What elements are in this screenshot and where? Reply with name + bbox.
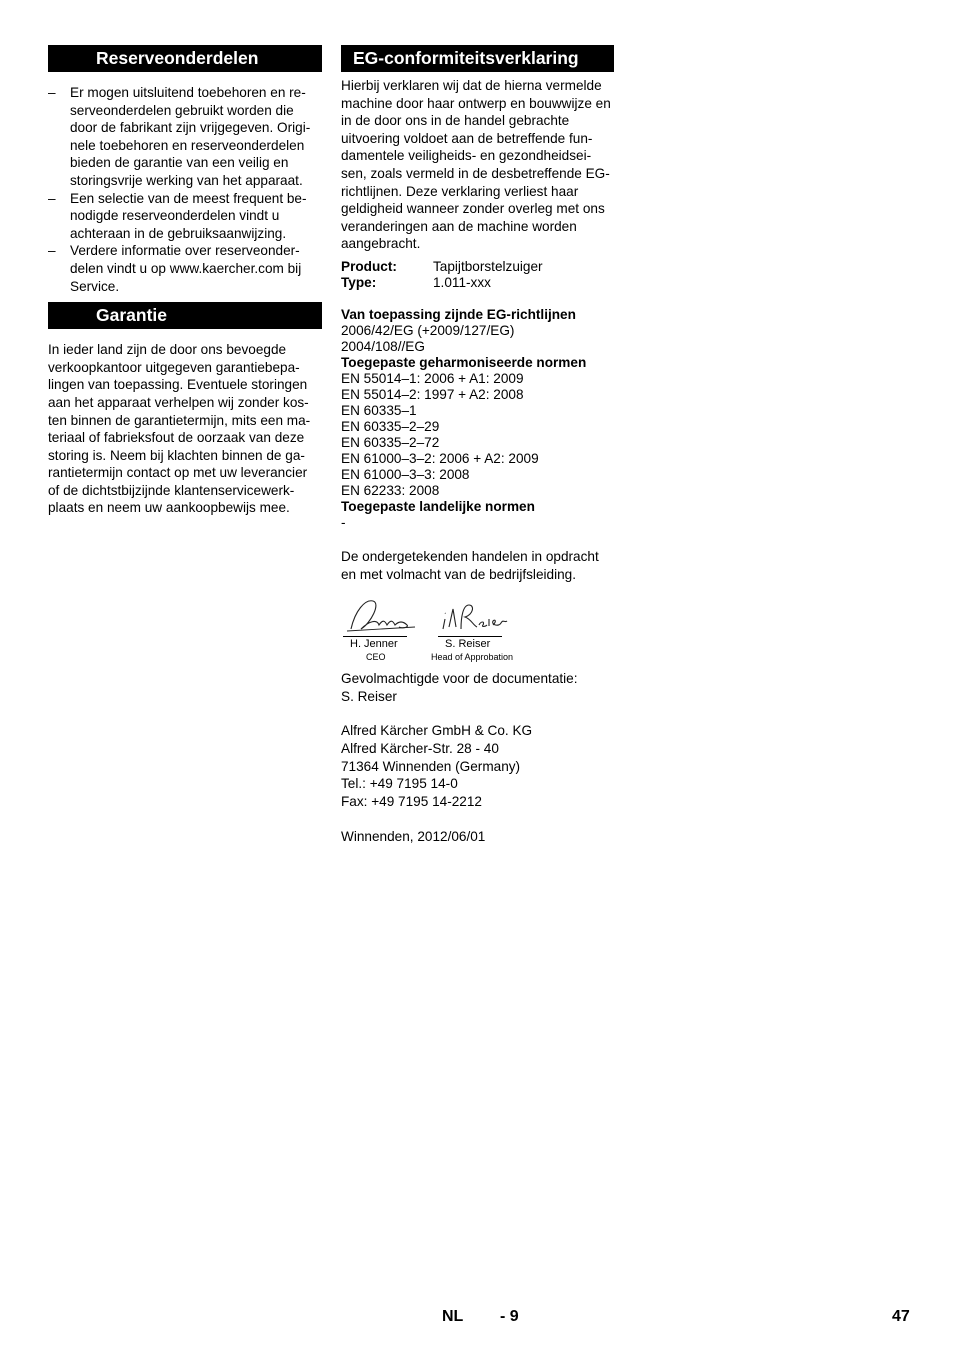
standard-item: EN 55014–2: 1997 + A2: 2008 <box>341 386 524 402</box>
company-address <box>341 722 614 810</box>
signer1-role: CEO <box>366 652 386 663</box>
declaration-intro: Hierbij verklaren wij dat de hierna vermelde machine door haar ontwerp en bouwwijze en in de door ons in de handel gebrachte uitvoering voldoet aan de betreffende fun-damentele veiligheids- en gezondheidsei-sen, zoals vermeld in de desbetreffende EG-richtlijnen. Deze verklaring verliest haar geldigheid wanneer zonder overleg met ons veranderingen aan de machine worden aangebracht. <box>341 78 611 252</box>
parts-list <box>48 84 322 295</box>
standard-item: EN 61000–3–2: 2006 + A2: 2009 <box>341 450 539 466</box>
company-city: 71364 Winnenden (Germany) <box>341 758 521 774</box>
national-heading: Toegepaste landelijke normen <box>341 498 535 514</box>
directive-item: 2004/108//EG <box>341 338 425 354</box>
standard-item: EN 55014–1: 2006 + A1: 2009 <box>341 370 524 386</box>
signers-text: De ondergetekenden handelen in opdracht en met volmacht van de bedrijfsleiding. <box>341 548 599 582</box>
standard-item: EN 61000–3–3: 2008 <box>341 466 470 482</box>
directives-heading: Van toepassing zijnde EG-richtlijnen <box>341 306 576 322</box>
standard-item: EN 60335–2–29 <box>341 418 440 434</box>
warranty-heading: Garantie <box>48 302 322 329</box>
list-item: – Er mogen uitsluitend toebehoren en re-serveonderdelen gebruikt worden die door de fabrikant zijn vrijgegeven. Origi-nele toebehoren en reserveonderdelen bieden de garantie van een veilig en storingsvrije werking van het apparaat. <box>48 84 322 190</box>
signature-line <box>343 636 407 637</box>
list-item: – Verdere informatie over reserveonder-delen vindt u op www.kaercher.com bij Service. <box>48 242 322 295</box>
footer-section-page: - 9 <box>500 1308 519 1325</box>
signer2-role: Head of Approbation <box>431 652 514 663</box>
list-item: – Een selectie van de meest frequent be-nodigde reserveonderdelen vindt u achteraan in de gebruiksaanwijzing. <box>48 190 322 243</box>
signer1-name: H. Jenner <box>350 638 398 651</box>
standard-item: EN 62233: 2008 <box>341 482 440 498</box>
company-street: Alfred Kärcher-Str. 28 - 40 <box>341 740 499 756</box>
directive-item: 2006/42/EG (+2009/127/EG) <box>341 322 515 338</box>
company-tel: Tel.: +49 7195 14-0 <box>341 776 458 792</box>
product-label: Product: <box>341 258 397 274</box>
doc-name: S. Reiser <box>341 688 397 704</box>
declaration-heading: EG-conformiteitsverklaring <box>341 45 614 72</box>
standards-block <box>341 307 614 531</box>
product-value: Tapijtborstelzuiger <box>433 258 543 274</box>
doc-label: Gevolmachtigde voor de documentatie: <box>341 671 578 687</box>
page-number: 47 <box>892 1308 910 1325</box>
national-value: - <box>341 514 346 530</box>
signature-line <box>438 636 502 637</box>
parts-heading: Reserveonderdelen <box>48 45 322 72</box>
place-date: Winnenden, 2012/06/01 <box>341 829 486 845</box>
footer-language: NL <box>442 1308 464 1325</box>
product-block <box>341 259 614 291</box>
company-fax: Fax: +49 7195 14-2212 <box>341 793 482 809</box>
signature-block <box>341 597 614 663</box>
signer2-name: S. Reiser <box>445 638 491 651</box>
left-column <box>48 45 322 517</box>
company-name: Alfred Kärcher GmbH & Co. KG <box>341 723 533 739</box>
standard-item: EN 60335–2–72 <box>341 434 440 450</box>
signature-jenner <box>345 597 419 637</box>
harmonised-heading: Toegepaste geharmoniseerde normen <box>341 354 587 370</box>
standard-item: EN 60335–1 <box>341 402 417 418</box>
type-label: Type: <box>341 274 377 290</box>
signature-reiser <box>439 597 509 637</box>
type-value: 1.011-xxx <box>433 274 491 290</box>
right-column <box>341 45 614 846</box>
warranty-text: In ieder land zijn de door ons bevoegde verkoopkantoor uitgegeven garantiebepa-lingen van toepassing. Eventuele storingen aan het apparaat verhelpen wij zonder kos-ten binnen de garantietermijn, mits een ma-teriaal of fabrieksfout de oorzaak van deze storing is. Neem bij klachten binnen de ga-rantietermijn contact op met uw leverancier of de dichtstbijzijnde klantenservicewerk-plaats en neem uw aankoopbewijs mee. <box>48 342 311 516</box>
